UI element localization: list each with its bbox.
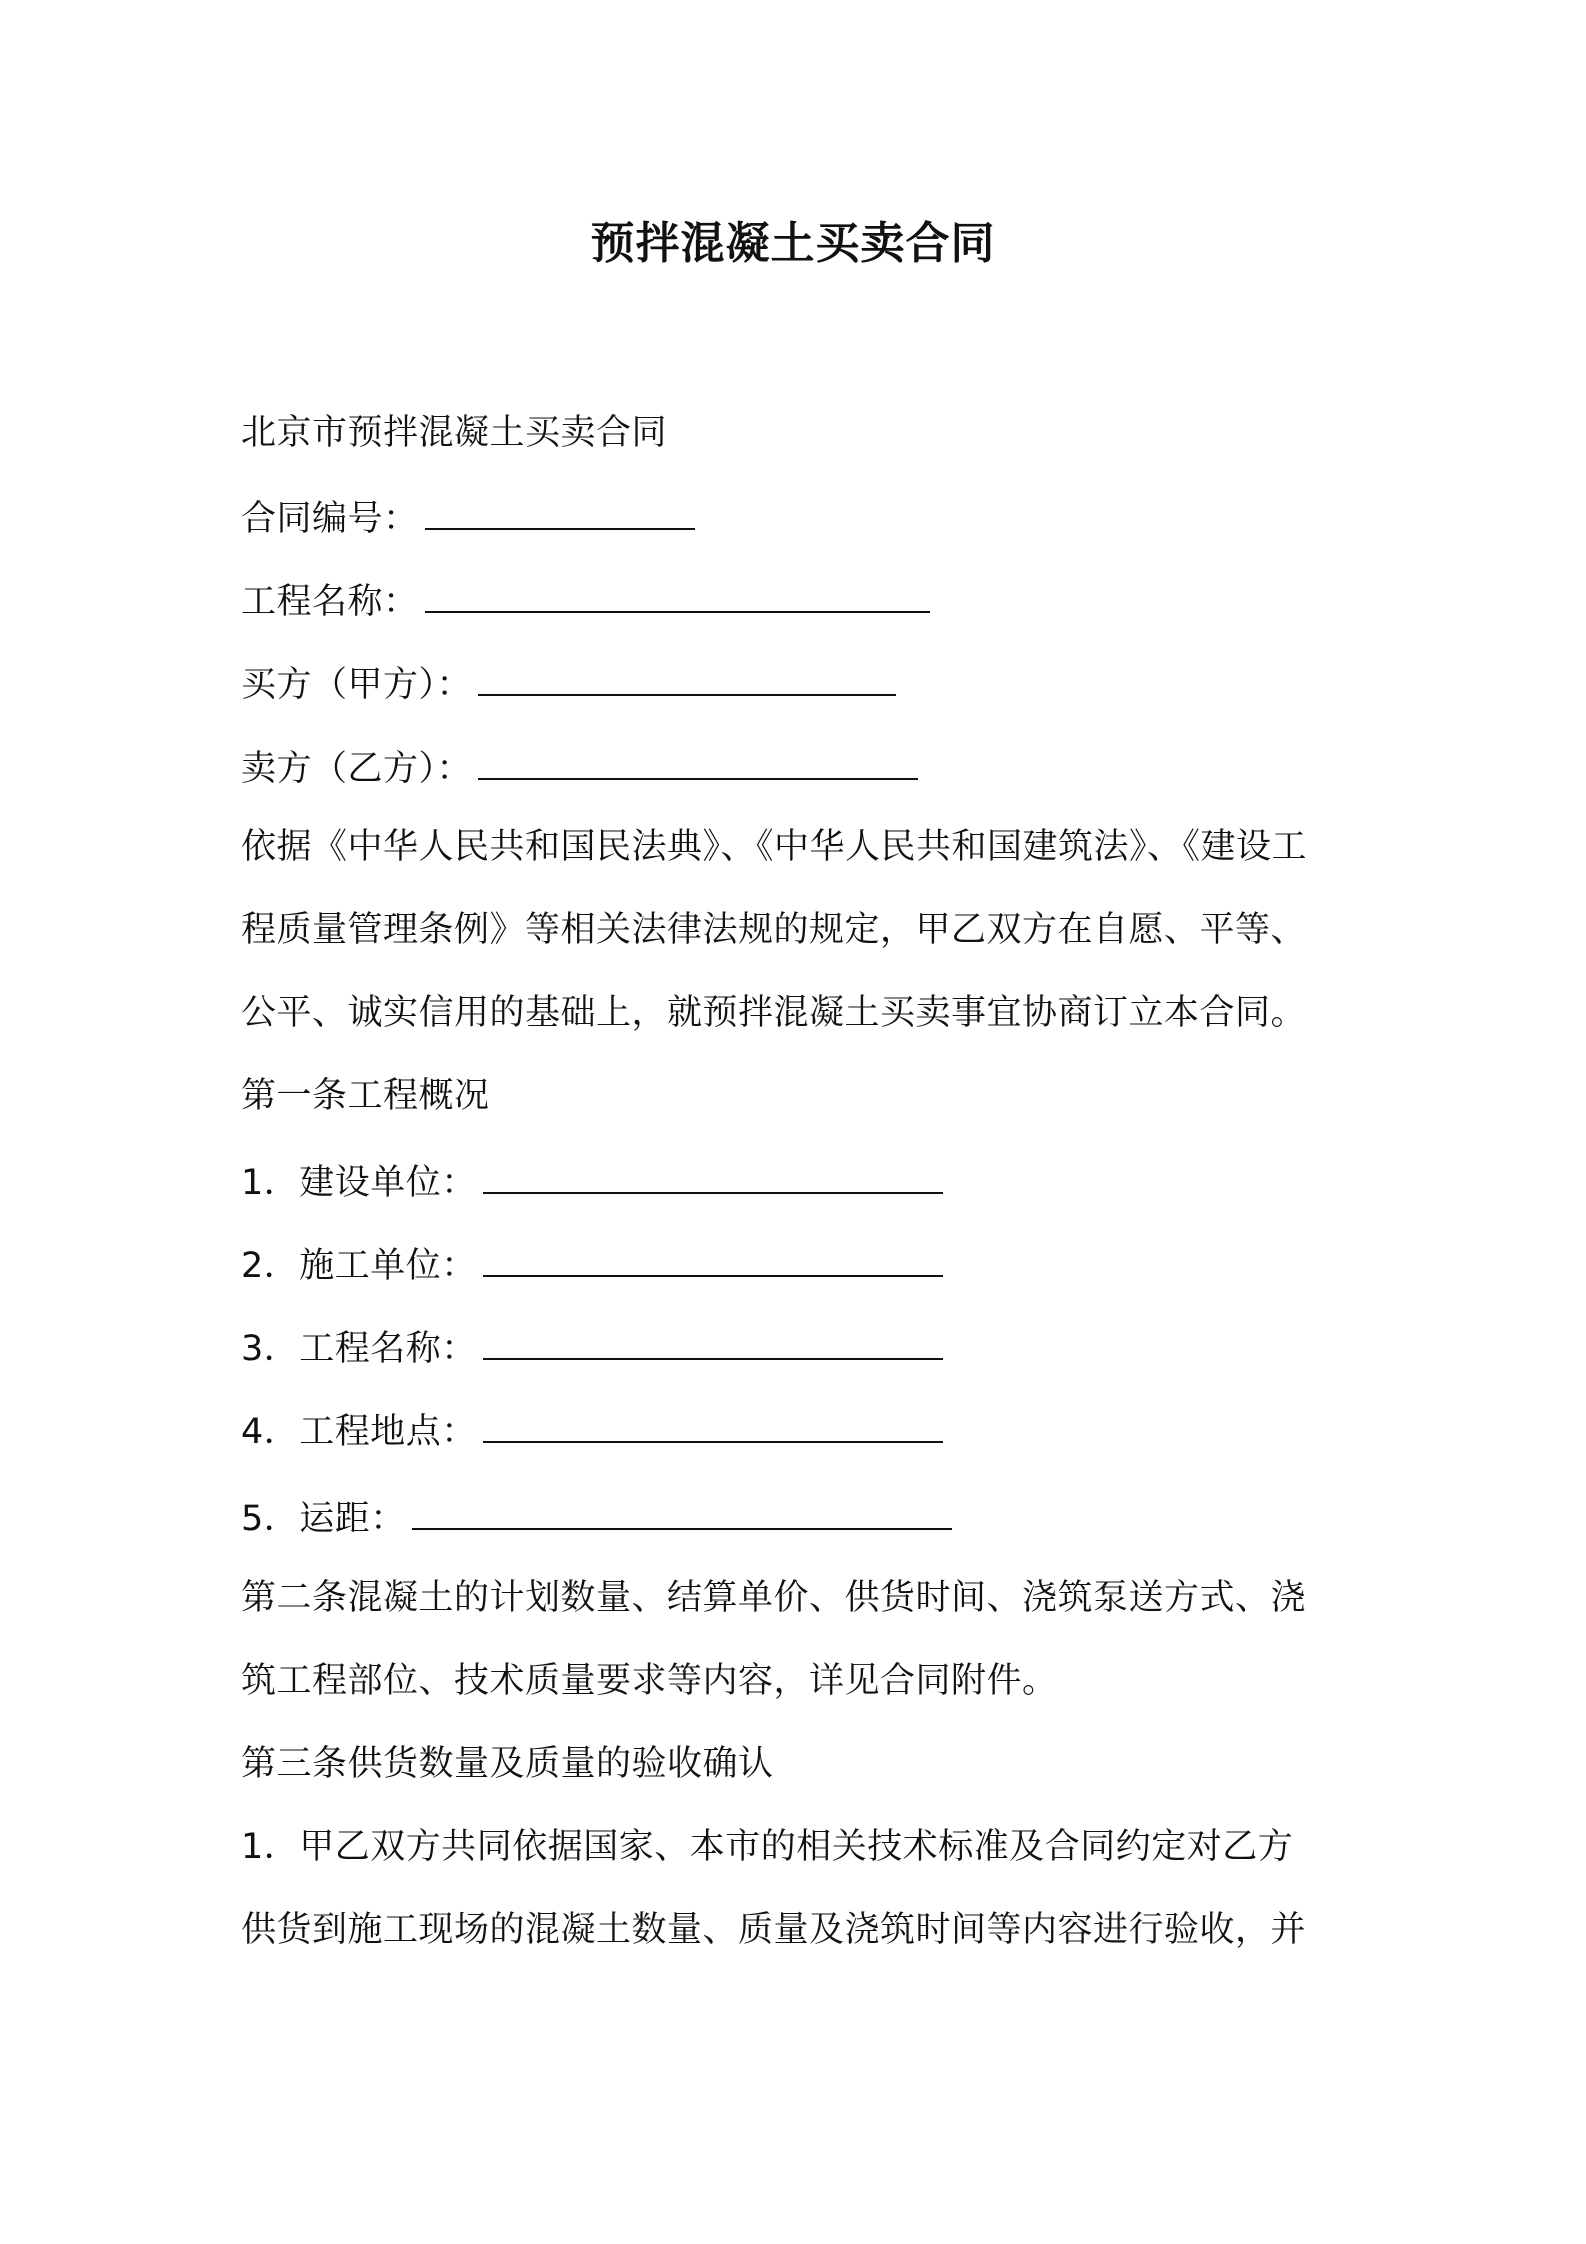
article1-item — [241, 1154, 943, 1208]
article1-item-label: 4．工程地点： — [241, 1412, 477, 1452]
buyer-label: 买方（甲方）： — [241, 665, 473, 705]
article1-item — [241, 1320, 943, 1374]
project-location-blank[interactable] — [483, 1403, 943, 1443]
article3-line: 供货到施工现场的混凝土数量、质量及浇筑时间等内容进行验收，并 — [241, 1910, 1307, 1950]
preamble-line: 公平、诚实信用的基础上，就预拌混凝土买卖事宜协商订立本合同。 — [241, 993, 1307, 1033]
article1-item-label: 1．建设单位： — [241, 1163, 477, 1203]
article3-heading: 第三条供货数量及质量的验收确认 — [241, 1744, 774, 1784]
buyer-blank[interactable] — [478, 656, 896, 696]
preamble-line: 程质量管理条例》等相关法律法规的规定，甲乙双方在自愿、平等、 — [241, 910, 1307, 950]
construction-unit-blank[interactable] — [483, 1154, 943, 1194]
article1-item — [241, 1237, 943, 1291]
seller-blank[interactable] — [478, 740, 918, 780]
article2-line: 第二条混凝土的计划数量、结算单价、供货时间、浇筑泵送方式、浇 — [241, 1578, 1307, 1618]
buyer-row — [241, 656, 896, 710]
contract-no-row — [241, 490, 695, 544]
article3-line: 1．甲乙双方共同依据国家、本市的相关技术标准及合同约定对乙方 — [241, 1827, 1294, 1867]
seller-row — [241, 740, 918, 794]
article1-item-label: 2．施工单位： — [241, 1246, 477, 1286]
article1-item — [241, 1490, 952, 1544]
contract-no-blank[interactable] — [425, 490, 695, 530]
preamble-line: 依据《中华人民共和国民法典》、《中华人民共和国建筑法》、《建设工 — [241, 827, 1308, 867]
article1-heading: 第一条工程概况 — [241, 1076, 490, 1116]
article1-item-label: 3．工程名称： — [241, 1329, 477, 1369]
project-name-item-blank[interactable] — [483, 1320, 943, 1360]
transport-distance-blank[interactable] — [412, 1490, 952, 1530]
article1-item — [241, 1403, 943, 1457]
contractor-unit-blank[interactable] — [483, 1237, 943, 1277]
article2-line: 筑工程部位、技术质量要求等内容，详见合同附件。 — [241, 1661, 1058, 1701]
document-subtitle: 北京市预拌混凝土买卖合同 — [241, 413, 668, 453]
article1-item-label: 5．运距： — [241, 1499, 406, 1539]
project-name-blank[interactable] — [425, 573, 930, 613]
project-name-label: 工程名称： — [241, 582, 419, 622]
contract-no-label: 合同编号： — [241, 499, 419, 539]
document-title: 预拌混凝土买卖合同 — [590, 218, 996, 269]
seller-label: 卖方（乙方）： — [241, 749, 473, 789]
project-name-row — [241, 573, 930, 627]
